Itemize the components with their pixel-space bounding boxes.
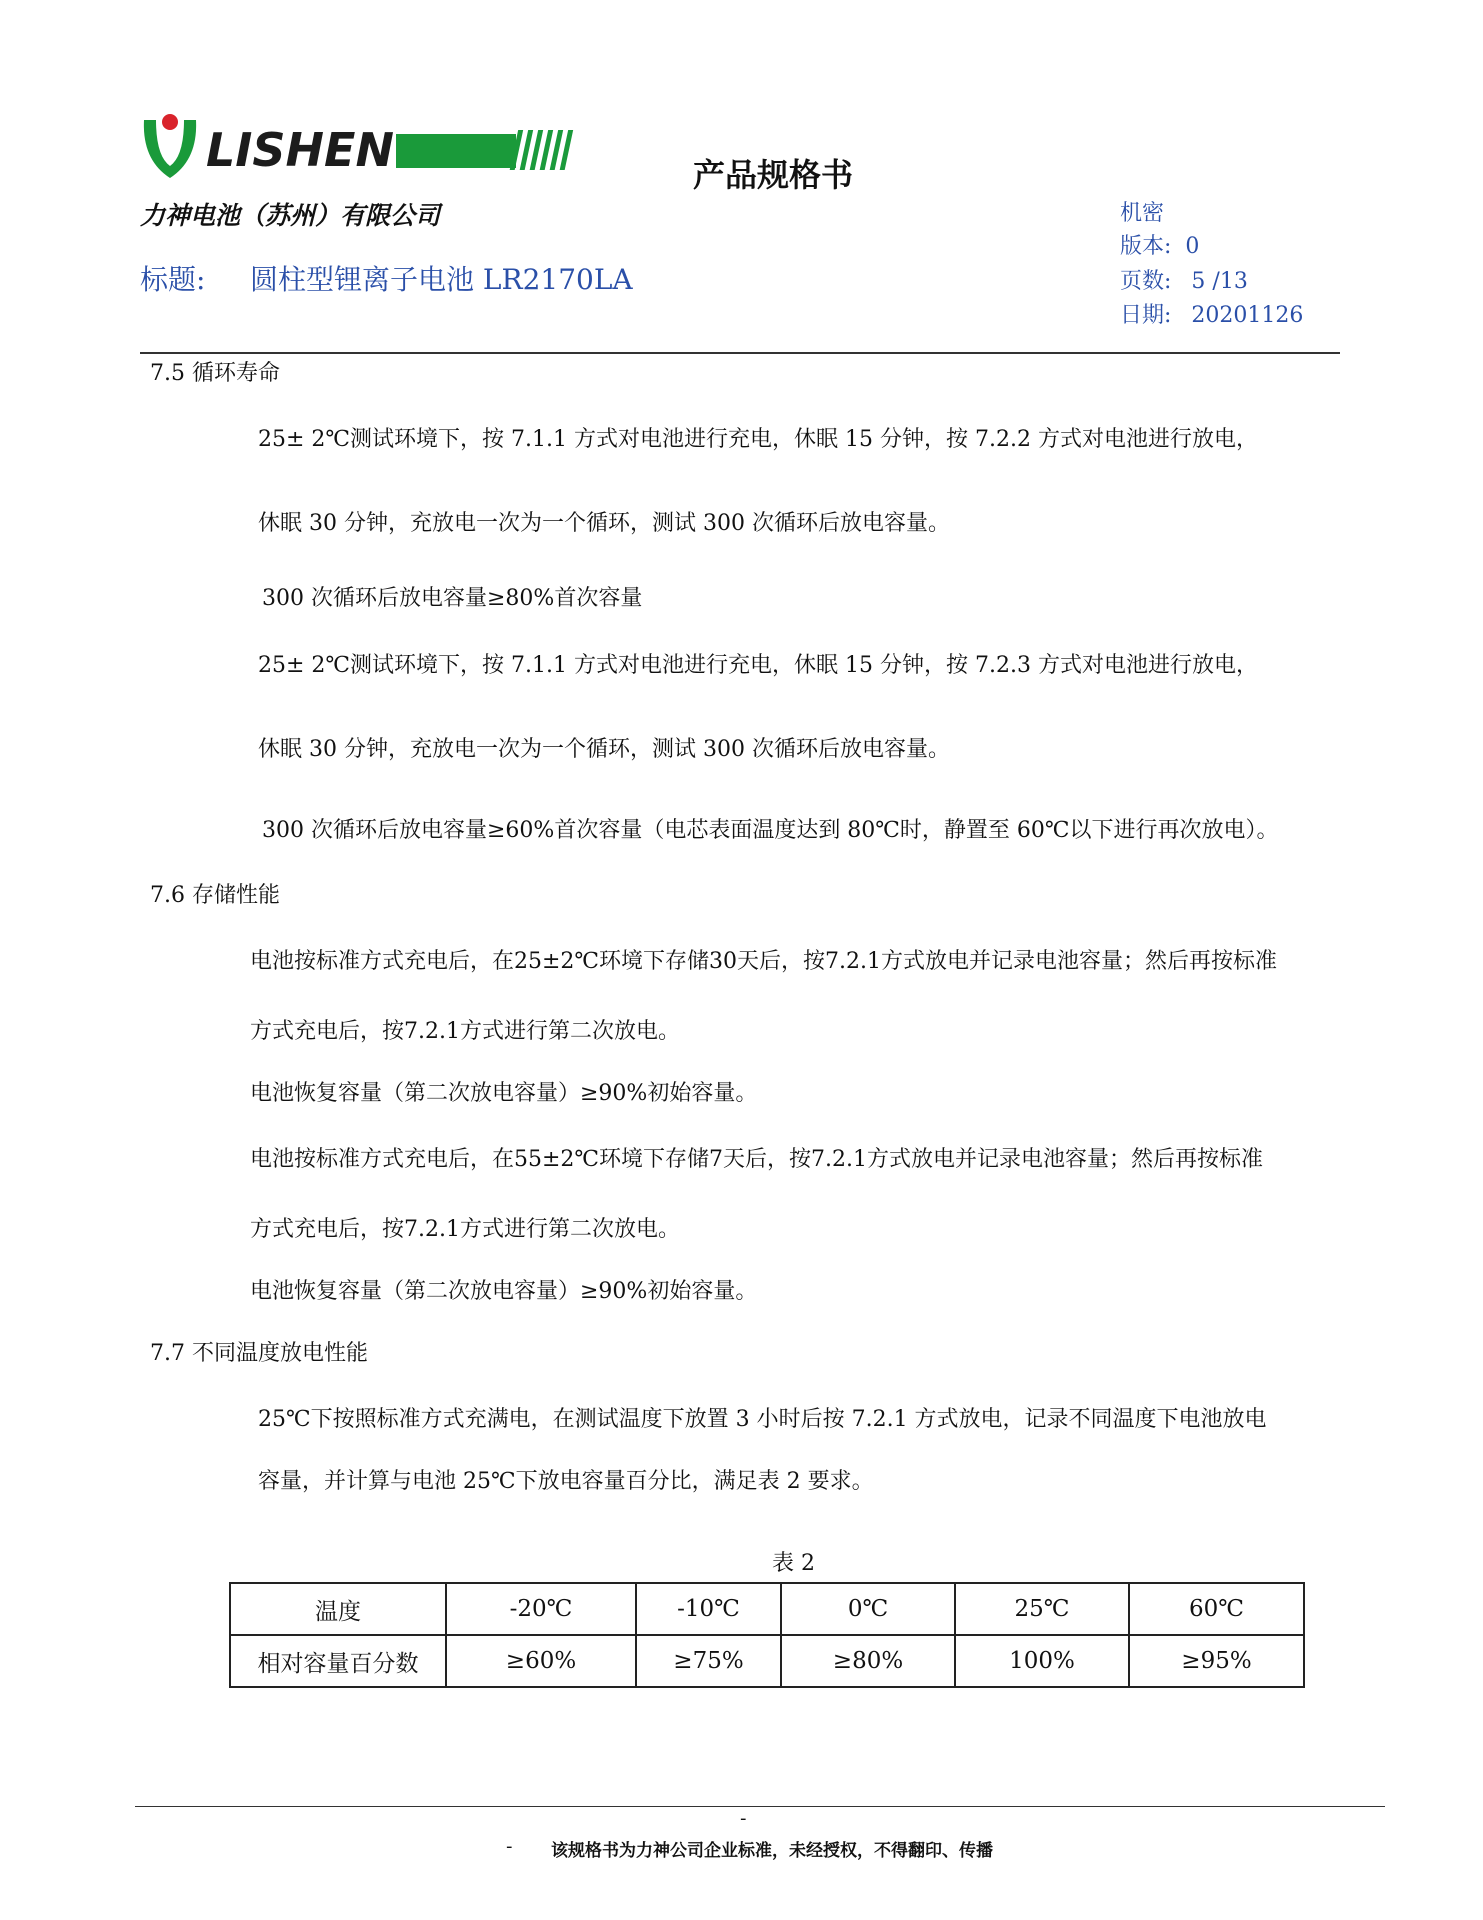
version-row <box>1120 229 1199 260</box>
pages-row <box>1120 264 1248 295</box>
s75-para-4: 25± 2℃测试环境下，按 7.1.1 方式对电池进行充电，休眠 15 分钟，按 7.2.3 方式对电池进行放电， <box>258 653 1258 678</box>
footer-dash-top: - <box>740 1808 747 1829</box>
s76-para-3: 电池恢复容量（第二次放电容量）≥90%初始容量。 <box>250 1081 758 1106</box>
table-row <box>230 1635 1304 1687</box>
s77-para-2: 容量，并计算与电池 25℃下放电容量百分比，满足表 2 要求。 <box>258 1469 874 1494</box>
s76-para-6: 电池恢复容量（第二次放电容量）≥90%初始容量。 <box>250 1279 758 1304</box>
table-row <box>230 1583 1304 1635</box>
table-cell: 25℃ <box>955 1583 1129 1635</box>
table-cell: 100% <box>955 1635 1129 1687</box>
logo-red-dot-icon <box>162 114 178 130</box>
footer-dash-left: - <box>506 1836 513 1857</box>
s75-para-1: 25± 2℃测试环境下，按 7.1.1 方式对电池进行充电，休眠 15 分钟，按 7.2.2 方式对电池进行放电， <box>258 427 1258 452</box>
s75-para-2: 休眠 30 分钟，充放电一次为一个循环，测试 300 次循环后放电容量。 <box>258 511 950 536</box>
table-cell: -20℃ <box>446 1583 636 1635</box>
section-7-7-title: 7.7 不同温度放电性能 <box>150 1341 368 1366</box>
logo-stripes-icon <box>510 130 574 170</box>
footer-note: 该规格书为力神公司企业标准，未经授权，不得翻印、传播 <box>551 1841 993 1861</box>
s76-para-5: 方式充电后，按7.2.1方式进行第二次放电。 <box>250 1217 680 1242</box>
s77-para-1: 25℃下按照标准方式充满电，在测试温度下放置 3 小时后按 7.2.1 方式放电，记录不同温度下电池放电 <box>258 1407 1267 1432</box>
s76-para-1: 电池按标准方式充电后，在25±2℃环境下存储30天后，按7.2.1方式放电并记录电池容量；然后再按标准 <box>250 949 1278 974</box>
table-cell: ≥80% <box>781 1635 955 1687</box>
table-2-caption: 表 2 <box>772 1551 815 1576</box>
table-cell: 相对容量百分数 <box>230 1635 446 1687</box>
subject-label: 标题: <box>140 263 206 296</box>
header-divider <box>140 352 1340 354</box>
date-label: 日期: <box>1120 303 1172 328</box>
pages-label: 页数: <box>1120 269 1172 294</box>
section-7-6-title: 7.6 存储性能 <box>150 883 280 908</box>
pages-value: 5 /13 <box>1191 269 1248 294</box>
logo-green-bar <box>396 134 516 168</box>
table-cell: ≥95% <box>1129 1635 1304 1687</box>
lishen-logo <box>140 112 580 184</box>
table-cell: ≥75% <box>636 1635 781 1687</box>
document-title: 产品规格书 <box>693 156 854 194</box>
table-cell: ≥60% <box>446 1635 636 1687</box>
date-row <box>1120 298 1303 329</box>
footer-divider <box>135 1806 1385 1807</box>
table-cell: 60℃ <box>1129 1583 1304 1635</box>
version-value: 0 <box>1185 234 1200 259</box>
s75-para-5: 休眠 30 分钟，充放电一次为一个循环，测试 300 次循环后放电容量。 <box>258 737 950 762</box>
s75-para-6: 300 次循环后放电容量≥60%首次容量（电芯表面温度达到 80℃时，静置至 60℃以下进行再次放电）。 <box>262 818 1279 843</box>
s76-para-4: 电池按标准方式充电后，在55±2℃环境下存储7天后，按7.2.1方式放电并记录电池容量；然后再按标准 <box>250 1147 1264 1172</box>
table-cell: 0℃ <box>781 1583 955 1635</box>
date-value: 20201126 <box>1191 303 1304 328</box>
classification: 机密 <box>1120 201 1165 226</box>
logo-text: LISHEN <box>206 123 394 177</box>
table-cell: 温度 <box>230 1583 446 1635</box>
table-2 <box>229 1582 1305 1688</box>
table-cell: -10℃ <box>636 1583 781 1635</box>
company-name: 力神电池（苏州）有限公司 <box>140 201 441 230</box>
s76-para-2: 方式充电后，按7.2.1方式进行第二次放电。 <box>250 1019 680 1044</box>
s75-para-3: 300 次循环后放电容量≥80%首次容量 <box>262 586 643 611</box>
subject-title: 圆柱型锂离子电池 LR2170LA <box>250 263 633 296</box>
section-7-5-title: 7.5 循环寿命 <box>150 361 280 386</box>
version-label: 版本: <box>1120 234 1172 259</box>
